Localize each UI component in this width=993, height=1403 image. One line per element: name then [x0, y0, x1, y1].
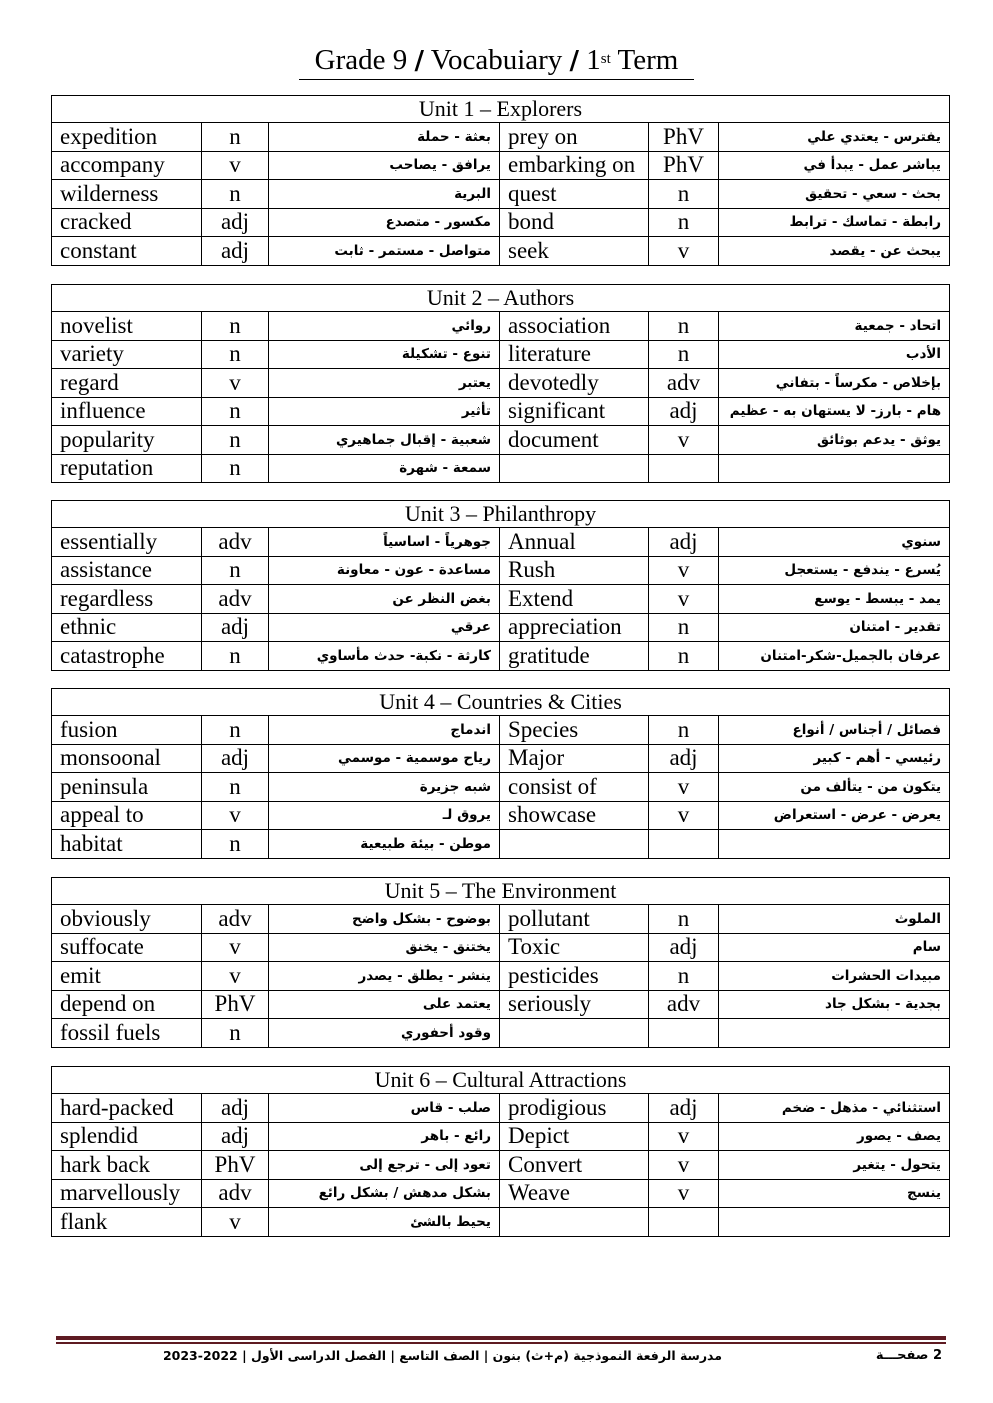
word-english: emit — [52, 962, 202, 991]
word-part-of-speech: v — [202, 801, 269, 830]
word-english: suffocate — [52, 933, 202, 962]
word-arabic-meaning: وقود أحفوري — [269, 1019, 500, 1048]
vocab-row — [52, 1094, 950, 1123]
title-separator: / — [569, 46, 580, 76]
word-arabic-meaning: رياح موسمية - موسمي — [269, 744, 500, 773]
word-part-of-speech: adj — [202, 744, 269, 773]
word-arabic-meaning: يُسرع - يندفع - يستعجل — [719, 556, 950, 585]
vocab-row — [52, 180, 950, 209]
vocab-row — [52, 642, 950, 671]
word-arabic-meaning: مكسور - متصدع — [269, 208, 500, 237]
word-arabic-meaning — [719, 454, 950, 483]
word-part-of-speech: n — [649, 642, 719, 671]
unit-title: Unit 1 – Explorers — [52, 96, 950, 123]
word-arabic-meaning: يصف - يصور — [719, 1122, 950, 1151]
word-arabic-meaning: يمد - يبسط - يوسع — [719, 585, 950, 614]
word-part-of-speech: n — [202, 312, 269, 341]
word-part-of-speech: adv — [649, 369, 719, 398]
word-arabic-meaning — [719, 1208, 950, 1237]
word-english: hard-packed — [52, 1094, 202, 1123]
word-arabic-meaning: مبيدات الحشرات — [719, 962, 950, 991]
word-part-of-speech: n — [649, 180, 719, 209]
word-english: regardless — [52, 585, 202, 614]
title-term: Term — [617, 44, 679, 76]
word-part-of-speech: adv — [202, 1179, 269, 1208]
page-title — [0, 42, 993, 80]
word-part-of-speech: n — [202, 642, 269, 671]
word-part-of-speech: n — [202, 830, 269, 859]
word-arabic-meaning: جوهرياً - اساسياً — [269, 528, 500, 557]
word-part-of-speech: adj — [649, 1094, 719, 1123]
word-english: Extend — [500, 585, 649, 614]
word-part-of-speech: v — [649, 801, 719, 830]
word-arabic-meaning: يوثق - يدعم بوثائق — [719, 426, 950, 455]
word-part-of-speech: adj — [202, 1122, 269, 1151]
word-english: accompany — [52, 151, 202, 180]
vocab-row — [52, 556, 950, 585]
word-arabic-meaning: ينسج — [719, 1179, 950, 1208]
vocab-row — [52, 528, 950, 557]
unit-title: Unit 2 – Authors — [52, 285, 950, 312]
word-arabic-meaning: روائي — [269, 312, 500, 341]
word-english: consist of — [500, 773, 649, 802]
word-part-of-speech: v — [649, 1179, 719, 1208]
word-part-of-speech: adj — [649, 397, 719, 426]
word-part-of-speech: adv — [202, 905, 269, 934]
word-arabic-meaning: شعبية - إقبال جماهيري — [269, 426, 500, 455]
word-english: monsoonal — [52, 744, 202, 773]
title-term-number: 1 — [586, 44, 601, 76]
word-arabic-meaning: يفترس - يعتدي علي — [719, 123, 950, 152]
word-arabic-meaning: سام — [719, 933, 950, 962]
word-english: Depict — [500, 1122, 649, 1151]
unit-title: Unit 4 – Countries & Cities — [52, 689, 950, 716]
word-arabic-meaning: هام - بارز- لا يستهان به - عظيم — [719, 397, 950, 426]
word-part-of-speech: v — [649, 773, 719, 802]
word-english: influence — [52, 397, 202, 426]
word-arabic-meaning — [719, 830, 950, 859]
word-english: flank — [52, 1208, 202, 1237]
word-english — [500, 1019, 649, 1048]
word-arabic-meaning: اتحاد - جمعية — [719, 312, 950, 341]
word-arabic-meaning: صلب - قاس — [269, 1094, 500, 1123]
word-part-of-speech: n — [202, 773, 269, 802]
word-arabic-meaning: يعتبر — [269, 369, 500, 398]
word-arabic-meaning: شبه جزيرة — [269, 773, 500, 802]
word-english: Major — [500, 744, 649, 773]
word-arabic-meaning: ينشر - يطلق - يصدر — [269, 962, 500, 991]
word-part-of-speech: adj — [649, 933, 719, 962]
vocab-row — [52, 933, 950, 962]
vocab-row — [52, 990, 950, 1019]
word-arabic-meaning: رائع - باهر — [269, 1122, 500, 1151]
word-english: Toxic — [500, 933, 649, 962]
word-arabic-meaning: يختنق - يخنق — [269, 933, 500, 962]
word-part-of-speech: v — [649, 585, 719, 614]
word-arabic-meaning: عرفان بالجميل-شكر-امتنان — [719, 642, 950, 671]
vocab-row — [52, 237, 950, 266]
word-part-of-speech: v — [649, 1151, 719, 1180]
vocab-row — [52, 905, 950, 934]
word-part-of-speech — [649, 830, 719, 859]
word-part-of-speech: n — [649, 340, 719, 369]
word-part-of-speech: n — [202, 454, 269, 483]
word-part-of-speech: PhV — [202, 990, 269, 1019]
word-part-of-speech: v — [202, 369, 269, 398]
word-english: depend on — [52, 990, 202, 1019]
word-part-of-speech: PhV — [202, 1151, 269, 1180]
title-grade: Grade 9 — [314, 44, 408, 76]
vocab-row — [52, 801, 950, 830]
word-part-of-speech: v — [649, 237, 719, 266]
word-arabic-meaning: بشكل مدهش / بشكل رائع — [269, 1179, 500, 1208]
word-part-of-speech: adj — [202, 237, 269, 266]
word-english: fusion — [52, 716, 202, 745]
word-arabic-meaning: البرية — [269, 180, 500, 209]
word-english: Weave — [500, 1179, 649, 1208]
word-part-of-speech: n — [202, 716, 269, 745]
word-arabic-meaning: تأثير — [269, 397, 500, 426]
vocab-row — [52, 340, 950, 369]
word-english: regard — [52, 369, 202, 398]
word-english: embarking on — [500, 151, 649, 180]
unit-title: Unit 5 – The Environment — [52, 878, 950, 905]
word-part-of-speech: adj — [202, 208, 269, 237]
word-part-of-speech: adj — [649, 744, 719, 773]
word-arabic-meaning: يرافق - يصاحب — [269, 151, 500, 180]
word-part-of-speech: n — [649, 208, 719, 237]
word-arabic-meaning: استثنائي - مذهل - ضخم — [719, 1094, 950, 1123]
word-english: literature — [500, 340, 649, 369]
word-part-of-speech: v — [202, 151, 269, 180]
word-english: variety — [52, 340, 202, 369]
word-arabic-meaning: يتحول - يتغير — [719, 1151, 950, 1180]
vocab-row — [52, 1208, 950, 1237]
title-separator: / — [414, 46, 425, 76]
word-english: pesticides — [500, 962, 649, 991]
title-term-suffix: st — [600, 51, 611, 67]
word-part-of-speech: n — [649, 716, 719, 745]
word-english: fossil fuels — [52, 1019, 202, 1048]
word-english — [500, 1208, 649, 1237]
word-english: appeal to — [52, 801, 202, 830]
word-part-of-speech — [649, 1208, 719, 1237]
word-part-of-speech: n — [202, 397, 269, 426]
word-arabic-meaning: تقدير - امتنان — [719, 613, 950, 642]
word-arabic-meaning: فصائل / أجناس / أنواع — [719, 716, 950, 745]
unit-title: Unit 6 – Cultural Attractions — [52, 1067, 950, 1094]
word-arabic-meaning: بغض النظر عن — [269, 585, 500, 614]
word-english — [500, 830, 649, 859]
word-english: bond — [500, 208, 649, 237]
word-english: pollutant — [500, 905, 649, 934]
word-arabic-meaning: عرقي — [269, 613, 500, 642]
word-part-of-speech: n — [202, 426, 269, 455]
unit-table — [51, 95, 950, 266]
vocab-row — [52, 123, 950, 152]
footer-divider — [56, 1336, 946, 1340]
word-part-of-speech: PhV — [649, 123, 719, 152]
word-english: constant — [52, 237, 202, 266]
unit-table — [51, 877, 950, 1048]
word-arabic-meaning: كارثة - نكبة- حدث مأساوي — [269, 642, 500, 671]
vocab-row — [52, 208, 950, 237]
vocab-row — [52, 613, 950, 642]
word-arabic-meaning: الملوث — [719, 905, 950, 934]
word-part-of-speech: n — [649, 905, 719, 934]
word-english: significant — [500, 397, 649, 426]
word-english: appreciation — [500, 613, 649, 642]
word-english: gratitude — [500, 642, 649, 671]
word-english: reputation — [52, 454, 202, 483]
word-arabic-meaning: يعتمد على — [269, 990, 500, 1019]
unit-table — [51, 500, 950, 671]
word-english: catastrophe — [52, 642, 202, 671]
word-arabic-meaning: يروق لـ — [269, 801, 500, 830]
word-part-of-speech: adv — [649, 990, 719, 1019]
word-part-of-speech: v — [649, 426, 719, 455]
vocab-row — [52, 397, 950, 426]
word-arabic-meaning: بحث - سعي - تحقيق — [719, 180, 950, 209]
word-english: seriously — [500, 990, 649, 1019]
word-arabic-meaning: موطن - بيئة طبيعية — [269, 830, 500, 859]
word-english: document — [500, 426, 649, 455]
word-part-of-speech: n — [202, 123, 269, 152]
vocab-row — [52, 454, 950, 483]
word-english: expedition — [52, 123, 202, 152]
vocab-row — [52, 1151, 950, 1180]
word-part-of-speech: v — [649, 1122, 719, 1151]
vocab-row — [52, 1122, 950, 1151]
word-arabic-meaning — [719, 1019, 950, 1048]
word-arabic-meaning: مساعدة - عون - معاونة — [269, 556, 500, 585]
word-english: devotedly — [500, 369, 649, 398]
word-english: quest — [500, 180, 649, 209]
word-part-of-speech: PhV — [649, 151, 719, 180]
word-arabic-meaning: يبحث عن - يقصد — [719, 237, 950, 266]
word-part-of-speech: n — [649, 312, 719, 341]
word-arabic-meaning: بوضوح - بشكل واضح — [269, 905, 500, 934]
word-english — [500, 454, 649, 483]
word-arabic-meaning: تنوع - تشكيلة — [269, 340, 500, 369]
word-arabic-meaning: سمعة - شهرة — [269, 454, 500, 483]
word-arabic-meaning: رئيسي - أهم - كبير — [719, 744, 950, 773]
title-vocab: Vocabuiary — [430, 44, 563, 76]
vocab-row — [52, 369, 950, 398]
footer-school-info: مدرسة الرفعة النموذجية (م+ث) بنون | الصف التاسع | الفصل الدراسى الأول | 2022-2023 — [162, 1348, 722, 1363]
word-english: Convert — [500, 1151, 649, 1180]
word-english: Rush — [500, 556, 649, 585]
word-english: association — [500, 312, 649, 341]
word-english: cracked — [52, 208, 202, 237]
unit-title: Unit 3 – Philanthropy — [52, 501, 950, 528]
word-arabic-meaning: يتكون من - يتألف من — [719, 773, 950, 802]
word-english: Annual — [500, 528, 649, 557]
word-arabic-meaning: سنوي — [719, 528, 950, 557]
vocab-row — [52, 426, 950, 455]
word-part-of-speech: v — [202, 1208, 269, 1237]
vocab-row — [52, 312, 950, 341]
word-english: popularity — [52, 426, 202, 455]
word-english: essentially — [52, 528, 202, 557]
word-english: habitat — [52, 830, 202, 859]
word-part-of-speech: adj — [202, 1094, 269, 1123]
word-arabic-meaning: يحيط بالشئ — [269, 1208, 500, 1237]
unit-table — [51, 688, 950, 859]
word-arabic-meaning: بعثة - حملة — [269, 123, 500, 152]
word-english: ethnic — [52, 613, 202, 642]
word-arabic-meaning: بإخلاص - مكرساً - بتفاني — [719, 369, 950, 398]
word-arabic-meaning: متواصل - مستمر - ثابت — [269, 237, 500, 266]
word-english: seek — [500, 237, 649, 266]
word-arabic-meaning: رابطة - تماسك - ترابط — [719, 208, 950, 237]
word-english: Species — [500, 716, 649, 745]
word-part-of-speech: n — [202, 556, 269, 585]
word-english: showcase — [500, 801, 649, 830]
word-part-of-speech — [649, 454, 719, 483]
word-part-of-speech: n — [202, 180, 269, 209]
word-part-of-speech: adv — [202, 528, 269, 557]
word-part-of-speech: v — [202, 962, 269, 991]
word-english: prey on — [500, 123, 649, 152]
word-part-of-speech: v — [202, 933, 269, 962]
unit-table — [51, 1066, 950, 1237]
word-part-of-speech: n — [202, 340, 269, 369]
vocab-row — [52, 716, 950, 745]
word-part-of-speech: adj — [649, 528, 719, 557]
vocab-row — [52, 585, 950, 614]
vocab-row — [52, 744, 950, 773]
word-arabic-meaning: يباشر عمل - يبدأ في — [719, 151, 950, 180]
word-arabic-meaning: اندماج — [269, 716, 500, 745]
vocab-row — [52, 773, 950, 802]
word-part-of-speech: adj — [202, 613, 269, 642]
word-arabic-meaning: بجدية - بشكل جاد — [719, 990, 950, 1019]
word-english: splendid — [52, 1122, 202, 1151]
word-english: assistance — [52, 556, 202, 585]
word-part-of-speech — [649, 1019, 719, 1048]
vocab-row — [52, 1179, 950, 1208]
word-english: obviously — [52, 905, 202, 934]
word-english: marvellously — [52, 1179, 202, 1208]
word-arabic-meaning: الأدب — [719, 340, 950, 369]
word-arabic-meaning: تعود إلى - ترجع إلى — [269, 1151, 500, 1180]
word-part-of-speech: v — [649, 556, 719, 585]
unit-table — [51, 284, 950, 483]
word-part-of-speech: n — [649, 962, 719, 991]
word-english: peninsula — [52, 773, 202, 802]
word-part-of-speech: n — [202, 1019, 269, 1048]
footer-divider — [56, 1342, 946, 1344]
vocab-row — [52, 151, 950, 180]
footer-page-number: 2 صفحـــة — [875, 1348, 942, 1363]
word-part-of-speech: n — [649, 613, 719, 642]
word-english: prodigious — [500, 1094, 649, 1123]
word-english: wilderness — [52, 180, 202, 209]
word-part-of-speech: adv — [202, 585, 269, 614]
word-english: hark back — [52, 1151, 202, 1180]
vocab-row — [52, 1019, 950, 1048]
vocab-row — [52, 830, 950, 859]
word-english: novelist — [52, 312, 202, 341]
vocab-row — [52, 962, 950, 991]
word-arabic-meaning: يعرض - عرض - استعراض — [719, 801, 950, 830]
